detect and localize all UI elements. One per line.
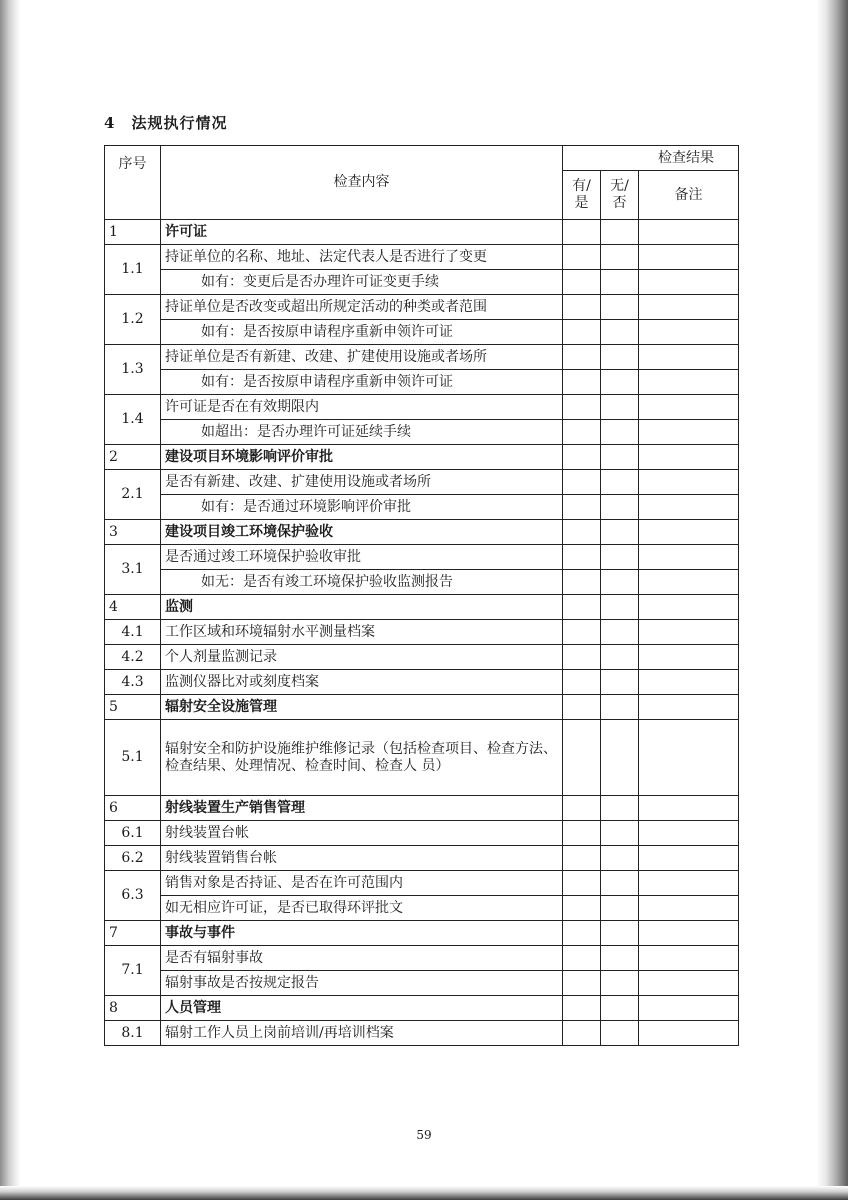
row-seq: 6.3 (105, 871, 161, 921)
yes-cell (563, 821, 601, 846)
no-cell (601, 545, 639, 570)
section-title-cell: 人员管理 (161, 996, 563, 1021)
row-seq: 4.2 (105, 645, 161, 670)
no-cell (601, 645, 639, 670)
row-seq: 1 (105, 220, 161, 245)
remark-cell (639, 345, 739, 370)
header-content: 检查内容 (161, 146, 563, 220)
check-item-text: 许可证是否在有效期限内 (161, 395, 563, 420)
check-item-text: 工作区域和环境辐射水平测量档案 (161, 620, 563, 645)
remark-cell (639, 470, 739, 495)
no-cell (601, 270, 639, 295)
check-item-text: 如无相应许可证，是否已取得环评批文 (161, 896, 563, 921)
no-cell (601, 996, 639, 1021)
row-seq: 6.2 (105, 846, 161, 871)
yes-cell (563, 270, 601, 295)
check-item-text: 如无：是否有竣工环境保护验收监测报告 (161, 570, 563, 595)
remark-cell (639, 395, 739, 420)
yes-cell (563, 896, 601, 921)
row-seq: 1.1 (105, 245, 161, 295)
row-seq: 7.1 (105, 946, 161, 996)
row-seq: 3 (105, 520, 161, 545)
row-seq: 2.1 (105, 470, 161, 520)
no-cell (601, 846, 639, 871)
no-cell (601, 821, 639, 846)
table-row (105, 370, 739, 395)
no-cell (601, 720, 639, 796)
section-title-cell: 许可证 (161, 220, 563, 245)
no-cell (601, 946, 639, 971)
check-item-text: 销售对象是否持证、是否在许可范围内 (161, 871, 563, 896)
no-cell (601, 796, 639, 821)
row-seq: 1.3 (105, 345, 161, 395)
remark-cell (639, 720, 739, 796)
no-cell (601, 395, 639, 420)
no-cell (601, 595, 639, 620)
section-title-cell: 建设项目竣工环境保护验收 (161, 520, 563, 545)
check-item-text: 射线装置台帐 (161, 821, 563, 846)
check-item-text: 是否有辐射事故 (161, 946, 563, 971)
row-seq: 5 (105, 695, 161, 720)
table-row (105, 420, 739, 445)
check-item-text: 持证单位是否改变或超出所规定活动的种类或者范围 (161, 295, 563, 320)
table-row (105, 520, 739, 545)
check-item-text: 如有：变更后是否办理许可证变更手续 (161, 270, 563, 295)
header-result: 检查结果 (563, 146, 739, 171)
yes-cell (563, 470, 601, 495)
no-cell (601, 220, 639, 245)
no-cell (601, 971, 639, 996)
no-cell (601, 495, 639, 520)
yes-cell (563, 220, 601, 245)
yes-cell (563, 846, 601, 871)
section-title-cell: 射线装置生产销售管理 (161, 796, 563, 821)
yes-cell (563, 871, 601, 896)
yes-cell (563, 295, 601, 320)
table-row (105, 871, 739, 896)
table-row (105, 270, 739, 295)
row-seq: 1.2 (105, 295, 161, 345)
table-row (105, 345, 739, 370)
check-item-text: 如有：是否按原申请程序重新申领许可证 (161, 370, 563, 395)
row-seq: 7 (105, 921, 161, 946)
table-row (105, 645, 739, 670)
table-row (105, 821, 739, 846)
check-item-text: 辐射工作人员上岗前培训/再培训档案 (161, 1021, 563, 1046)
yes-cell (563, 520, 601, 545)
section-number: 4 (104, 114, 116, 132)
yes-cell (563, 345, 601, 370)
remark-cell (639, 295, 739, 320)
table-row (105, 220, 739, 245)
row-seq: 6 (105, 796, 161, 821)
yes-cell (563, 570, 601, 595)
header-remark: 备注 (639, 171, 739, 220)
no-cell (601, 345, 639, 370)
remark-cell (639, 921, 739, 946)
yes-cell (563, 395, 601, 420)
yes-cell (563, 921, 601, 946)
remark-cell (639, 545, 739, 570)
row-seq: 3.1 (105, 545, 161, 595)
no-cell (601, 445, 639, 470)
remark-cell (639, 620, 739, 645)
remark-cell (639, 570, 739, 595)
row-seq: 8.1 (105, 1021, 161, 1046)
yes-cell (563, 796, 601, 821)
remark-cell (639, 971, 739, 996)
yes-cell (563, 320, 601, 345)
yes-cell (563, 670, 601, 695)
header-seq: 序号 (105, 146, 161, 220)
remark-cell (639, 871, 739, 896)
remark-cell (639, 270, 739, 295)
remark-cell (639, 670, 739, 695)
yes-cell (563, 370, 601, 395)
table-row (105, 796, 739, 821)
no-cell (601, 295, 639, 320)
table-row (105, 445, 739, 470)
no-cell (601, 921, 639, 946)
check-item-text: 辐射安全和防护设施维护维修记录（包括检查项目、检查方法、检查结果、处理情况、检查时间、检查人 员） (161, 720, 563, 796)
no-cell (601, 695, 639, 720)
row-seq: 4 (105, 595, 161, 620)
no-cell (601, 1021, 639, 1046)
yes-cell (563, 420, 601, 445)
inspection-table (104, 145, 739, 1046)
check-item-text: 持证单位的名称、地址、法定代表人是否进行了变更 (161, 245, 563, 270)
remark-cell (639, 520, 739, 545)
remark-cell (639, 796, 739, 821)
row-seq: 4.1 (105, 620, 161, 645)
remark-cell (639, 220, 739, 245)
remark-cell (639, 846, 739, 871)
scan-shadow-bottom (0, 1186, 848, 1200)
check-item-text: 个人剂量监测记录 (161, 645, 563, 670)
no-cell (601, 871, 639, 896)
table-row (105, 720, 739, 796)
no-cell (601, 420, 639, 445)
yes-cell (563, 495, 601, 520)
table-row (105, 245, 739, 270)
table-row (105, 921, 739, 946)
table-row (105, 595, 739, 620)
remark-cell (639, 595, 739, 620)
table-row (105, 570, 739, 595)
table-row (105, 1021, 739, 1046)
section-title-cell: 辐射安全设施管理 (161, 695, 563, 720)
table-row (105, 620, 739, 645)
remark-cell (639, 996, 739, 1021)
remark-cell (639, 445, 739, 470)
check-item-text: 持证单位是否有新建、改建、扩建使用设施或者场所 (161, 345, 563, 370)
remark-cell (639, 695, 739, 720)
table-row (105, 545, 739, 570)
header-no: 无/ 否 (601, 171, 639, 220)
table-row (105, 946, 739, 971)
no-cell (601, 520, 639, 545)
yes-cell (563, 645, 601, 670)
yes-cell (563, 996, 601, 1021)
row-seq: 8 (105, 996, 161, 1021)
table-row (105, 295, 739, 320)
row-seq: 4.3 (105, 670, 161, 695)
remark-cell (639, 645, 739, 670)
remark-cell (639, 320, 739, 345)
table-row (105, 896, 739, 921)
check-item-text: 是否通过竣工环境保护验收审批 (161, 545, 563, 570)
table-row (105, 971, 739, 996)
yes-cell (563, 445, 601, 470)
section-title-cell: 监测 (161, 595, 563, 620)
table-row (105, 320, 739, 345)
yes-cell (563, 595, 601, 620)
remark-cell (639, 420, 739, 445)
table-row (105, 495, 739, 520)
check-item-text: 辐射事故是否按规定报告 (161, 971, 563, 996)
table-row (105, 695, 739, 720)
remark-cell (639, 896, 739, 921)
yes-cell (563, 695, 601, 720)
yes-cell (563, 245, 601, 270)
table-row (105, 996, 739, 1021)
no-cell (601, 245, 639, 270)
yes-cell (563, 971, 601, 996)
table-row (105, 470, 739, 495)
remark-cell (639, 245, 739, 270)
check-item-text: 监测仪器比对或刻度档案 (161, 670, 563, 695)
check-item-text: 如有：是否通过环境影响评价审批 (161, 495, 563, 520)
check-item-text: 是否有新建、改建、扩建使用设施或者场所 (161, 470, 563, 495)
no-cell (601, 370, 639, 395)
yes-cell (563, 620, 601, 645)
section-title: 法规执行情况 (131, 114, 228, 132)
no-cell (601, 620, 639, 645)
section-title-cell: 建设项目环境影响评价审批 (161, 445, 563, 470)
remark-cell (639, 370, 739, 395)
no-cell (601, 896, 639, 921)
check-item-text: 如超出：是否办理许可证延续手续 (161, 420, 563, 445)
no-cell (601, 470, 639, 495)
table-row (105, 395, 739, 420)
table-row (105, 846, 739, 871)
section-heading (104, 112, 227, 133)
scan-shadow-left (0, 0, 20, 1200)
check-item-text: 射线装置销售台帐 (161, 846, 563, 871)
remark-cell (639, 946, 739, 971)
no-cell (601, 570, 639, 595)
header-row-top (105, 146, 739, 171)
section-title-cell: 事故与事件 (161, 921, 563, 946)
header-yes: 有/ 是 (563, 171, 601, 220)
table-body (105, 220, 739, 1046)
no-cell (601, 320, 639, 345)
remark-cell (639, 495, 739, 520)
yes-cell (563, 946, 601, 971)
yes-cell (563, 1021, 601, 1046)
remark-cell (639, 821, 739, 846)
row-seq: 2 (105, 445, 161, 470)
page-number: 59 (416, 1128, 432, 1142)
row-seq: 5.1 (105, 720, 161, 796)
yes-cell (563, 545, 601, 570)
row-seq: 1.4 (105, 395, 161, 445)
row-seq: 6.1 (105, 821, 161, 846)
check-item-text: 如有：是否按原申请程序重新申领许可证 (161, 320, 563, 345)
table-row (105, 670, 739, 695)
scan-shadow-right (816, 0, 848, 1200)
yes-cell (563, 720, 601, 796)
no-cell (601, 670, 639, 695)
remark-cell (639, 1021, 739, 1046)
